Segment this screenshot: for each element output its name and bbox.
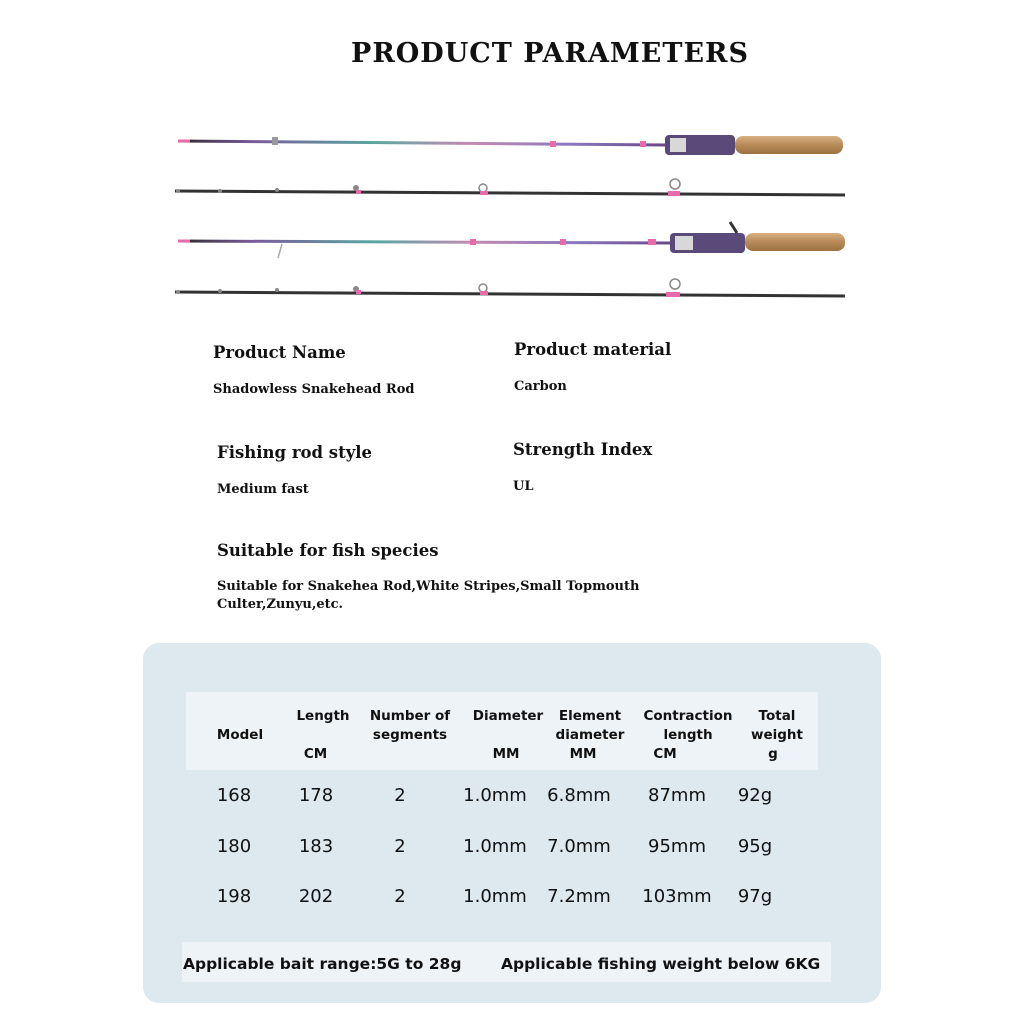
product-material-value: Carbon [514,379,567,394]
cell-model: 168 [216,785,252,806]
cell-element-diameter: 7.2mm [547,886,611,907]
rod-spinning-assembled [178,135,843,155]
cell-segments: 2 [394,785,406,806]
cell-segments: 2 [394,886,406,907]
header-total-weight: Total weight [751,708,803,743]
rod-spinning-blank [175,179,845,196]
product-name-value: Shadowless Snakehead Rod [213,382,415,397]
cell-segments: 2 [394,836,406,857]
product-material-label: Product material [514,340,672,359]
header-segments: Number of segments [369,708,451,743]
fishing-rods-image [170,120,860,310]
cell-diameter: 1.0mm [463,836,527,857]
strength-index-label: Strength Index [513,440,653,459]
header-model: Model [216,727,264,743]
rod-casting-assembled [178,222,845,258]
header-diameter-unit: MM [492,746,520,762]
rod-style-label: Fishing rod style [217,443,373,462]
cell-total-weight: 95g [737,836,773,857]
bait-range-text: Applicable bait range:5G to 28g [183,955,462,973]
fish-species-value: Suitable for Snakehea Rod,White Stripes,Small Topmouth Culter,Zunyu,etc. [217,579,640,612]
cell-length: 183 [298,836,334,857]
rod-casting-blank [175,279,845,297]
header-element-diameter-unit: MM [569,746,597,762]
cell-element-diameter: 7.0mm [547,836,611,857]
cell-contraction-length: 87mm [648,785,706,806]
cell-length: 202 [298,886,334,907]
header-contraction-length: Contraction length [643,708,733,743]
rod-style-value: Medium fast [217,482,309,497]
header-element-diameter: Element diameter [555,708,625,743]
fish-species-label: Suitable for fish species [217,541,439,560]
cell-diameter: 1.0mm [463,785,527,806]
page-title: PRODUCT PARAMETERS [351,38,749,69]
header-length-unit: CM [303,746,328,762]
cell-model: 180 [216,836,252,857]
cell-total-weight: 97g [737,886,773,907]
header-diameter: Diameter [472,708,544,724]
product-name-label: Product Name [213,343,346,362]
fishing-weight-text: Applicable fishing weight below 6KG [501,955,821,973]
cell-element-diameter: 6.8mm [547,785,611,806]
header-contraction-length-unit: CM [653,746,677,762]
cell-diameter: 1.0mm [463,886,527,907]
cell-contraction-length: 103mm [642,886,712,907]
cell-length: 178 [298,785,334,806]
header-total-weight-unit: g [768,746,778,762]
strength-index-value: UL [513,479,534,494]
header-length: Length [296,708,350,724]
cell-contraction-length: 95mm [648,836,706,857]
cell-model: 198 [216,886,252,907]
cell-total-weight: 92g [737,785,773,806]
